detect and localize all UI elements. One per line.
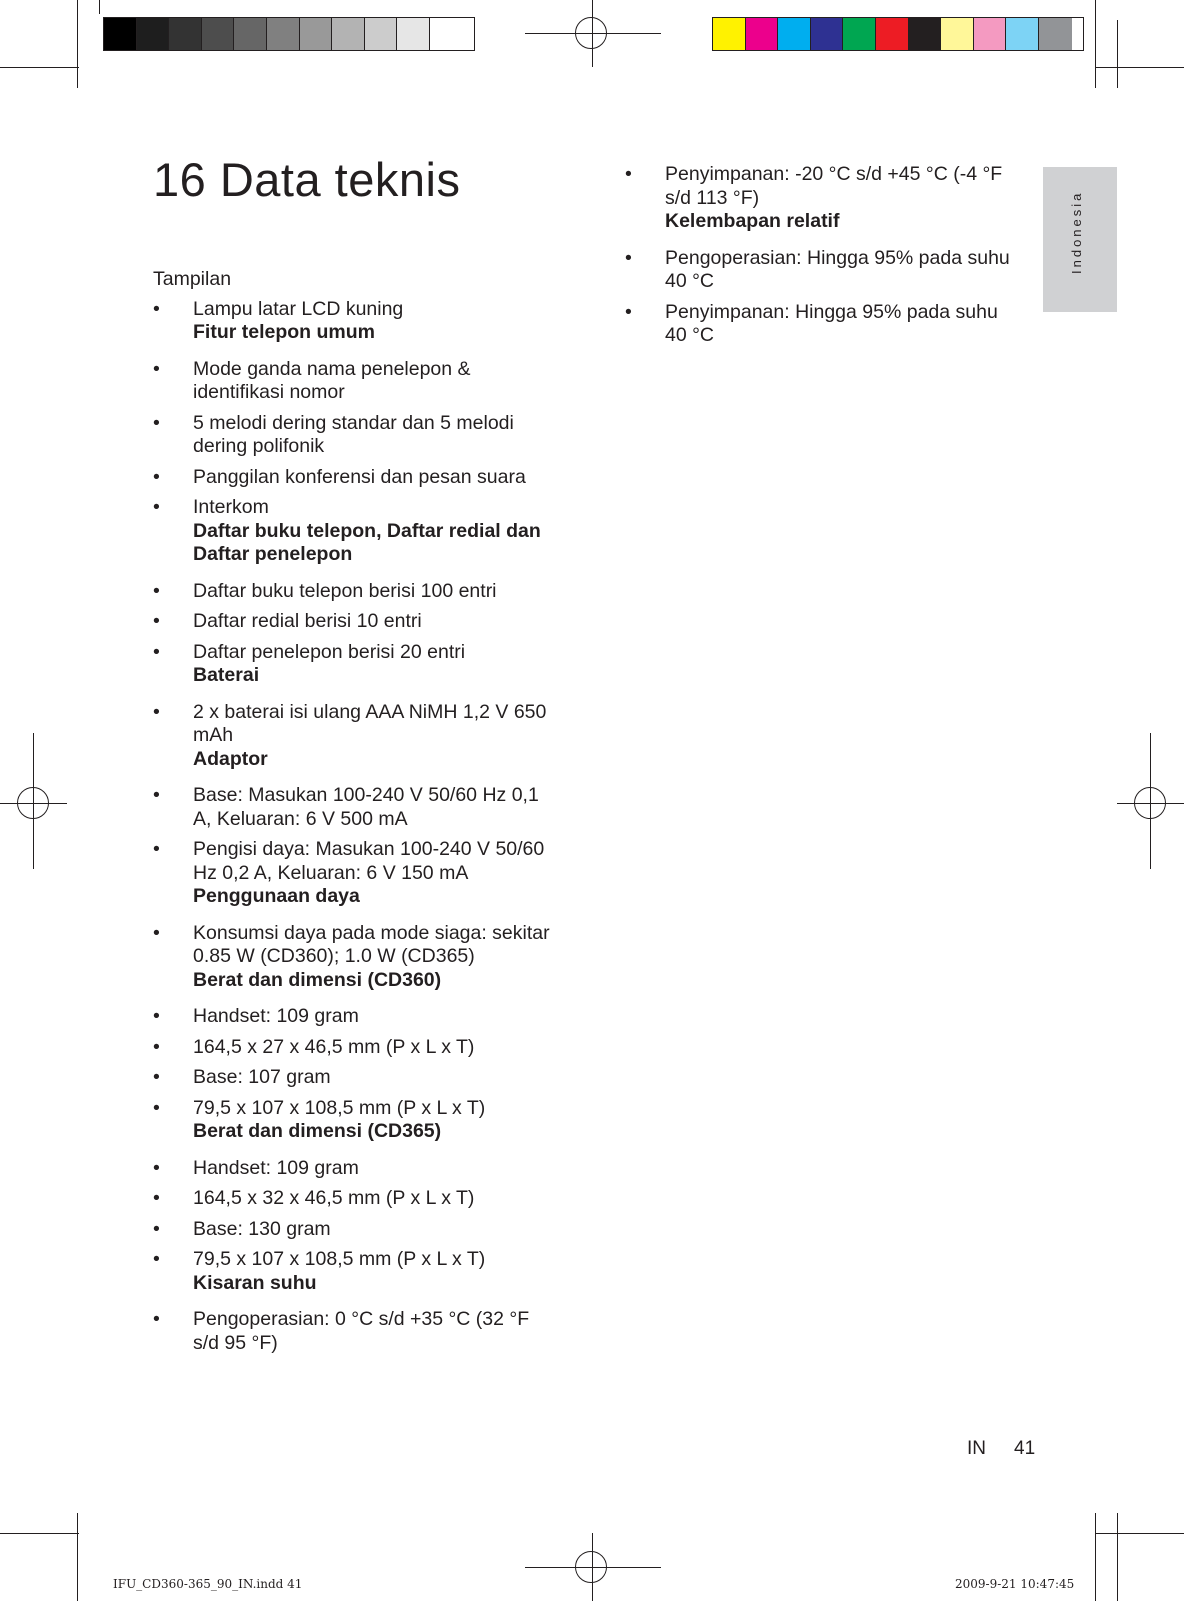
bullet-dot-icon: • (153, 1066, 160, 1088)
bullet-dot-icon: • (153, 1156, 160, 1179)
color-swatch (941, 18, 974, 50)
list-item-text: Penyimpanan: -20 °C s/d +45 °C (-4 °F s/d 113 °F) (665, 163, 1003, 209)
bullet-dot-icon: • (153, 921, 160, 944)
list-item-text: Lampu latar LCD kuning (193, 297, 404, 320)
list-item-text: Daftar penelepon berisi 20 entri (193, 640, 466, 663)
color-swatch (267, 18, 300, 50)
right-column (625, 163, 1020, 355)
list-item (153, 580, 553, 604)
list-item (153, 412, 553, 459)
language-side-tab-label: Indonesia (1069, 190, 1084, 274)
list-item-text: 79,5 x 107 x 108,5 mm (P x L x T) (193, 1248, 486, 1270)
list-item (153, 701, 553, 772)
bullet-dot-icon: • (153, 1187, 160, 1209)
bullet-dot-icon: • (153, 700, 160, 723)
bullet-dot-icon: • (153, 579, 160, 602)
subsection-heading: Berat dan dimensi (CD360) (193, 968, 442, 991)
list-item-text: Handset: 109 gram (193, 1156, 359, 1179)
list-item (153, 298, 553, 345)
bullet-dot-icon: • (153, 357, 160, 380)
list-item-text: 164,5 x 27 x 46,5 mm (P x L x T) (193, 1035, 475, 1058)
list-item (625, 247, 1020, 294)
color-swatch (1039, 18, 1072, 50)
list-item-text: 164,5 x 32 x 46,5 mm (P x L x T) (193, 1187, 475, 1209)
color-swatch (909, 18, 942, 50)
color-swatch (169, 18, 202, 50)
list-item (153, 838, 553, 909)
subsection-heading: Daftar buku telepon, Daftar redial dan Daftar penelepon (193, 519, 541, 565)
bullet-dot-icon: • (153, 838, 160, 860)
color-swatch (430, 18, 463, 50)
subsection-heading: Penggunaan daya (193, 885, 360, 907)
list-item (153, 922, 553, 993)
slug-date-info: 2009-9-21 10:47:45 (955, 1577, 1075, 1591)
color-calibration-bar (712, 17, 1084, 51)
color-swatch (974, 18, 1007, 50)
color-swatch (713, 18, 746, 50)
bullet-dot-icon: • (625, 300, 632, 323)
list-item (153, 1157, 553, 1181)
list-item-text: 79,5 x 107 x 108,5 mm (P x L x T) (193, 1096, 486, 1119)
subsection-heading: Kisaran suhu (193, 1271, 317, 1294)
bullet-dot-icon: • (625, 163, 632, 185)
bullet-dot-icon: • (625, 246, 632, 269)
subsection-heading: Berat dan dimensi (CD365) (193, 1120, 442, 1142)
list-item-text: Pengoperasian: Hingga 95% pada suhu 40 °C (665, 246, 1010, 292)
color-swatch (746, 18, 779, 50)
list-item-text: 2 x baterai isi ulang AAA NiMH 1,2 V 650 mAh (193, 700, 547, 746)
bullet-dot-icon: • (153, 640, 160, 663)
list-item-text: Mode ganda nama penelepon & identifikasi nomor (193, 357, 471, 403)
bullet-dot-icon: • (153, 411, 160, 434)
list-item (153, 496, 553, 567)
color-swatch (234, 18, 267, 50)
list-item (153, 1036, 553, 1060)
section-title: Tampilan (153, 268, 232, 290)
bullet-dot-icon: • (153, 1217, 160, 1240)
list-item (625, 301, 1020, 348)
list-item (625, 163, 1020, 234)
subsection-heading: Fitur telepon umum (193, 321, 375, 343)
list-item-text: Base: 107 gram (193, 1066, 331, 1088)
footer-language-code: IN (967, 1438, 986, 1459)
grayscale-calibration-bar (103, 17, 475, 51)
subsection-heading: Adaptor (193, 747, 268, 770)
bullet-dot-icon: • (153, 1308, 160, 1330)
color-swatch (1006, 18, 1039, 50)
spec-list-left (153, 298, 553, 1356)
bullet-dot-icon: • (153, 297, 160, 320)
color-swatch (397, 18, 430, 50)
list-item (153, 1218, 553, 1242)
list-item-text: Daftar buku telepon berisi 100 entri (193, 579, 497, 602)
list-item (153, 358, 553, 405)
page-number: 41 (1014, 1438, 1036, 1459)
bullet-dot-icon: • (153, 496, 160, 518)
slug-file-info: IFU_CD360-365_90_IN.indd 41 (113, 1577, 303, 1591)
bullet-dot-icon: • (153, 1248, 160, 1270)
list-item-text: Interkom (193, 496, 269, 518)
color-swatch (332, 18, 365, 50)
list-item (153, 1187, 553, 1211)
list-item-text: Penyimpanan: Hingga 95% pada suhu 40 °C (665, 300, 998, 346)
list-item-text: 5 melodi dering standar dan 5 melodi dering polifonik (193, 411, 514, 457)
list-item-text: Base: Masukan 100-240 V 50/60 Hz 0,1 A, Keluaran: 6 V 500 mA (193, 784, 539, 830)
list-item (153, 1066, 553, 1090)
list-item-text: Panggilan konferensi dan pesan suara (193, 465, 526, 488)
list-item (153, 610, 553, 634)
list-item (153, 1005, 553, 1029)
color-swatch (202, 18, 235, 50)
color-swatch (843, 18, 876, 50)
bullet-dot-icon: • (153, 610, 160, 632)
list-item-text: Daftar redial berisi 10 entri (193, 610, 422, 632)
color-swatch (300, 18, 333, 50)
bullet-dot-icon: • (153, 1005, 160, 1027)
page-title: 16 Data teknis (153, 153, 461, 206)
color-swatch (104, 18, 137, 50)
list-item (153, 784, 553, 831)
list-item-text: Base: 130 gram (193, 1217, 331, 1240)
color-swatch (365, 18, 398, 50)
subsection-heading: Kelembapan relatif (665, 210, 840, 232)
color-swatch (137, 18, 170, 50)
color-swatch (876, 18, 909, 50)
spec-list-right (625, 163, 1020, 348)
bullet-dot-icon: • (153, 1035, 160, 1058)
list-item (153, 1248, 553, 1295)
list-item (153, 641, 553, 688)
color-swatch (778, 18, 811, 50)
color-swatch (811, 18, 844, 50)
bullet-dot-icon: • (153, 1096, 160, 1119)
list-item-text: Pengisi daya: Masukan 100-240 V 50/60 Hz 0,2 A, Keluaran: 6 V 150 mA (193, 838, 545, 884)
list-item (153, 1308, 553, 1355)
bullet-dot-icon: • (153, 784, 160, 806)
list-item (153, 1097, 553, 1144)
bullet-dot-icon: • (153, 465, 160, 488)
list-item-text: Pengoperasian: 0 °C s/d +35 °C (32 °F s/d 95 °F) (193, 1308, 530, 1354)
left-column (153, 268, 553, 1362)
list-item-text: Handset: 109 gram (193, 1005, 359, 1027)
list-item (153, 466, 553, 490)
subsection-heading: Baterai (193, 664, 260, 686)
list-item-text: Konsumsi daya pada mode siaga: sekitar 0.85 W (CD360); 1.0 W (CD365) (193, 921, 550, 967)
